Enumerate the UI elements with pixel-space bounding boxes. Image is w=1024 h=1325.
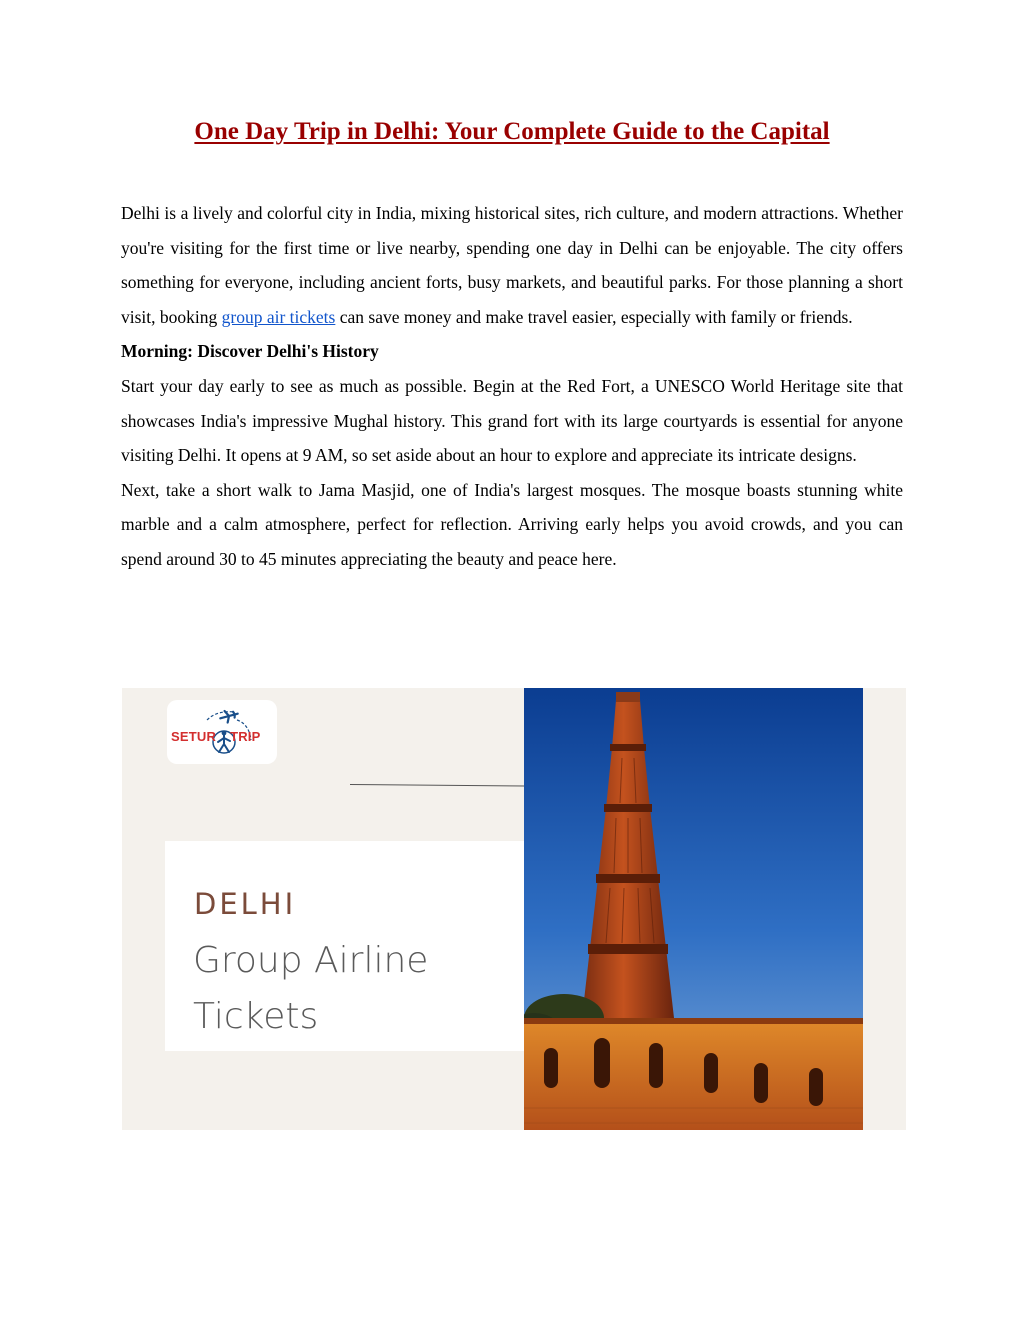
qutub-minar-photo: [524, 688, 863, 1130]
page-title: One Day Trip in Delhi: Your Complete Guide to the Capital: [194, 118, 830, 145]
divider-line: [350, 784, 525, 787]
banner-image: [122, 688, 906, 1130]
logo-text: SETUR TRIP: [171, 729, 261, 744]
banner-headline: Group Airline Tickets: [193, 940, 429, 1037]
intro-text: Delhi is a lively and colorful city in India, mixing historical sites, rich culture, and modern attractions. Whether you're visiting for the first time or live nearby, spending one day in Delhi can be enjoyable. The city offers something for everyone, including ancient forts, busy markets, and beautiful parks. For those planning a short visit, booking: [121, 203, 903, 327]
red-fort-paragraph: Start your day early to see as much as possible. Begin at the Red Fort, a UNESCO World Heritage site that showcases India's impressive Mughal history. This grand fort with its large courtyards is essential for anyone visiting Delhi. It opens at 9 AM, so set aside about an hour to explore and appreciate its intricate designs.: [121, 375, 903, 466]
banner-text-card: [165, 841, 554, 1051]
intro-paragraph: [121, 196, 903, 334]
city-label: DELHI: [194, 887, 297, 921]
group-air-tickets-link[interactable]: group air tickets: [221, 306, 336, 327]
morning-heading: Morning: Discover Delhi's History: [121, 341, 379, 362]
setur-trip-logo: [167, 700, 277, 764]
article-body: [121, 196, 903, 577]
intro-text-end: can save money and make travel easier, especially with family or friends.: [335, 306, 853, 327]
jama-masjid-paragraph: Next, take a short walk to Jama Masjid, one of India's largest mosques. The mosque boasts stunning white marble and a calm atmosphere, perfect for reflection. Arriving early helps you avoid crowds, and you can spend around 30 to 45 minutes appreciating the beauty and peace here.: [121, 479, 903, 569]
